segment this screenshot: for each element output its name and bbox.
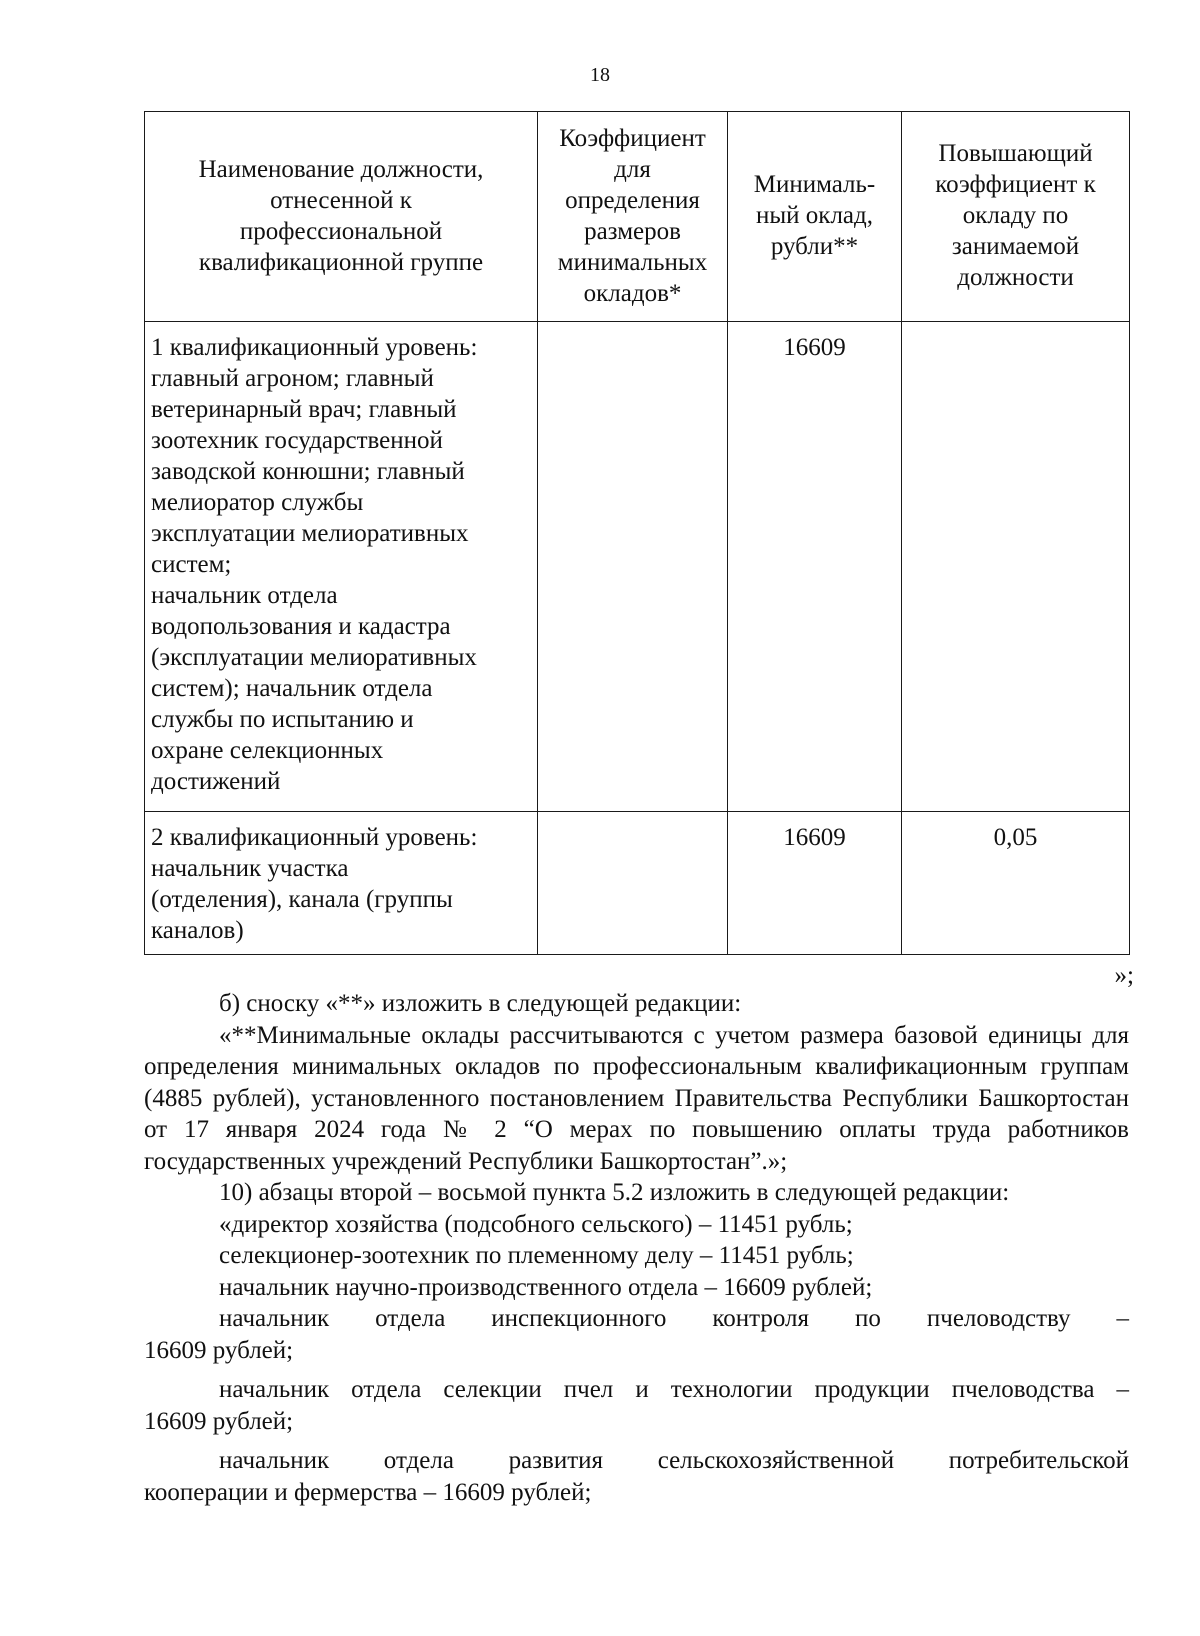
row-2-name-line: (отделения), канала (группы (151, 886, 453, 913)
position-salary-item: начальник отдела развития сельскохозяйственной потребительской (219, 1447, 1129, 1474)
position-salary-item: начальник научно-производственного отдела – 16609 рублей; (219, 1273, 873, 1301)
position-salary-item: начальник отдела инспекционного контроля по пчеловодству – (219, 1305, 1129, 1332)
row-2-position-name (145, 812, 538, 955)
row-2-min-salary: 16609 (728, 812, 902, 955)
row-1-name-line: (эксплуатации мелиоративных (151, 644, 477, 671)
header-position-name: Наименование должности, отнесенной к профессиональной квалификационной группе (145, 112, 538, 322)
row-2-coefficient (538, 812, 728, 955)
row-1-name-line: начальник отдела (151, 582, 338, 609)
row-1-name-line: систем); начальник отдела (151, 675, 433, 702)
row-2-increasing-coefficient: 0,05 (902, 812, 1130, 955)
salary-table (144, 111, 1130, 955)
table-closing-quote: »; (1114, 962, 1134, 989)
header-increasing-coefficient: Повышающий коэффициент к окладу по занимаемой должности (902, 112, 1130, 322)
table-row (145, 812, 1130, 955)
row-1-name-line: эксплуатации мелиоративных (151, 520, 469, 547)
position-salary-item: начальник отдела селекции пчел и технологии продукции пчеловодства – (219, 1376, 1129, 1403)
table-header-row (145, 112, 1130, 322)
amendment-text (144, 988, 1129, 1508)
header-min-salary: Минималь-ный оклад, рубли** (728, 112, 902, 322)
row-1-name-line: службы по испытанию и (151, 706, 414, 733)
table-row (145, 322, 1130, 812)
clause-10-paragraph: 10) абзацы второй – восьмой пункта 5.2 изложить в следующей редакции: (219, 1179, 1010, 1206)
row-1-min-salary: 16609 (728, 322, 902, 812)
row-1-name-line: систем; (151, 551, 232, 578)
row-2-name-line: 2 квалификационный уровень: (151, 824, 478, 851)
position-salary-item-continuation: 16609 рублей; (144, 1336, 294, 1364)
row-1-position-name (145, 322, 538, 812)
row-1-name-line: мелиоратор службы (151, 489, 364, 516)
row-2-name-line: начальник участка (151, 855, 349, 882)
row-1-name-line: водопользования и кадастра (151, 613, 451, 640)
row-1-name-line: зоотехник государственной (151, 427, 443, 454)
position-salary-item: селекционер-зоотехник по племенному делу – 11451 рубль; (219, 1242, 854, 1269)
row-1-increasing-coefficient (902, 322, 1130, 812)
row-1-name-line: ветеринарный врач; главный (151, 396, 457, 423)
position-salary-item: «директор хозяйства (подсобного сельского) – 11451 рубль; (219, 1210, 853, 1238)
row-1-coefficient (538, 322, 728, 812)
row-1-name-line: главный агроном; главный (151, 365, 434, 392)
page-number: 18 (590, 64, 610, 86)
row-1-name-line: заводской конюшни; главный (151, 458, 465, 485)
footnote-intro-paragraph: б) сноску «**» изложить в следующей редакции: (219, 990, 742, 1017)
row-1-name-line: достижений (151, 768, 281, 795)
header-coefficient: Коэффициент для определения размеров минимальных окладов* (538, 112, 728, 322)
footnote-text-paragraph: «**Минимальные оклады рассчитываются с учетом размера базовой единицы для определения минимальных окладов по профессиональным квалификационным группам (4885 рублей), установленного постановлением Правительства Республики Башкортостан от 17 января 2024 года № 2 “О мерах по повышению оплаты труда работников государственных учреждений Республики Башкортостан”.»; (144, 1021, 1129, 1175)
position-salary-item-continuation: 16609 рублей; (144, 1407, 294, 1435)
row-1-name-line: 1 квалификационный уровень: (151, 334, 478, 361)
position-salary-item-continuation: кооперации и фермерства – 16609 рублей; (144, 1478, 592, 1506)
row-2-name-line: каналов) (151, 917, 244, 944)
row-1-name-line: охране селекционных (151, 737, 384, 764)
